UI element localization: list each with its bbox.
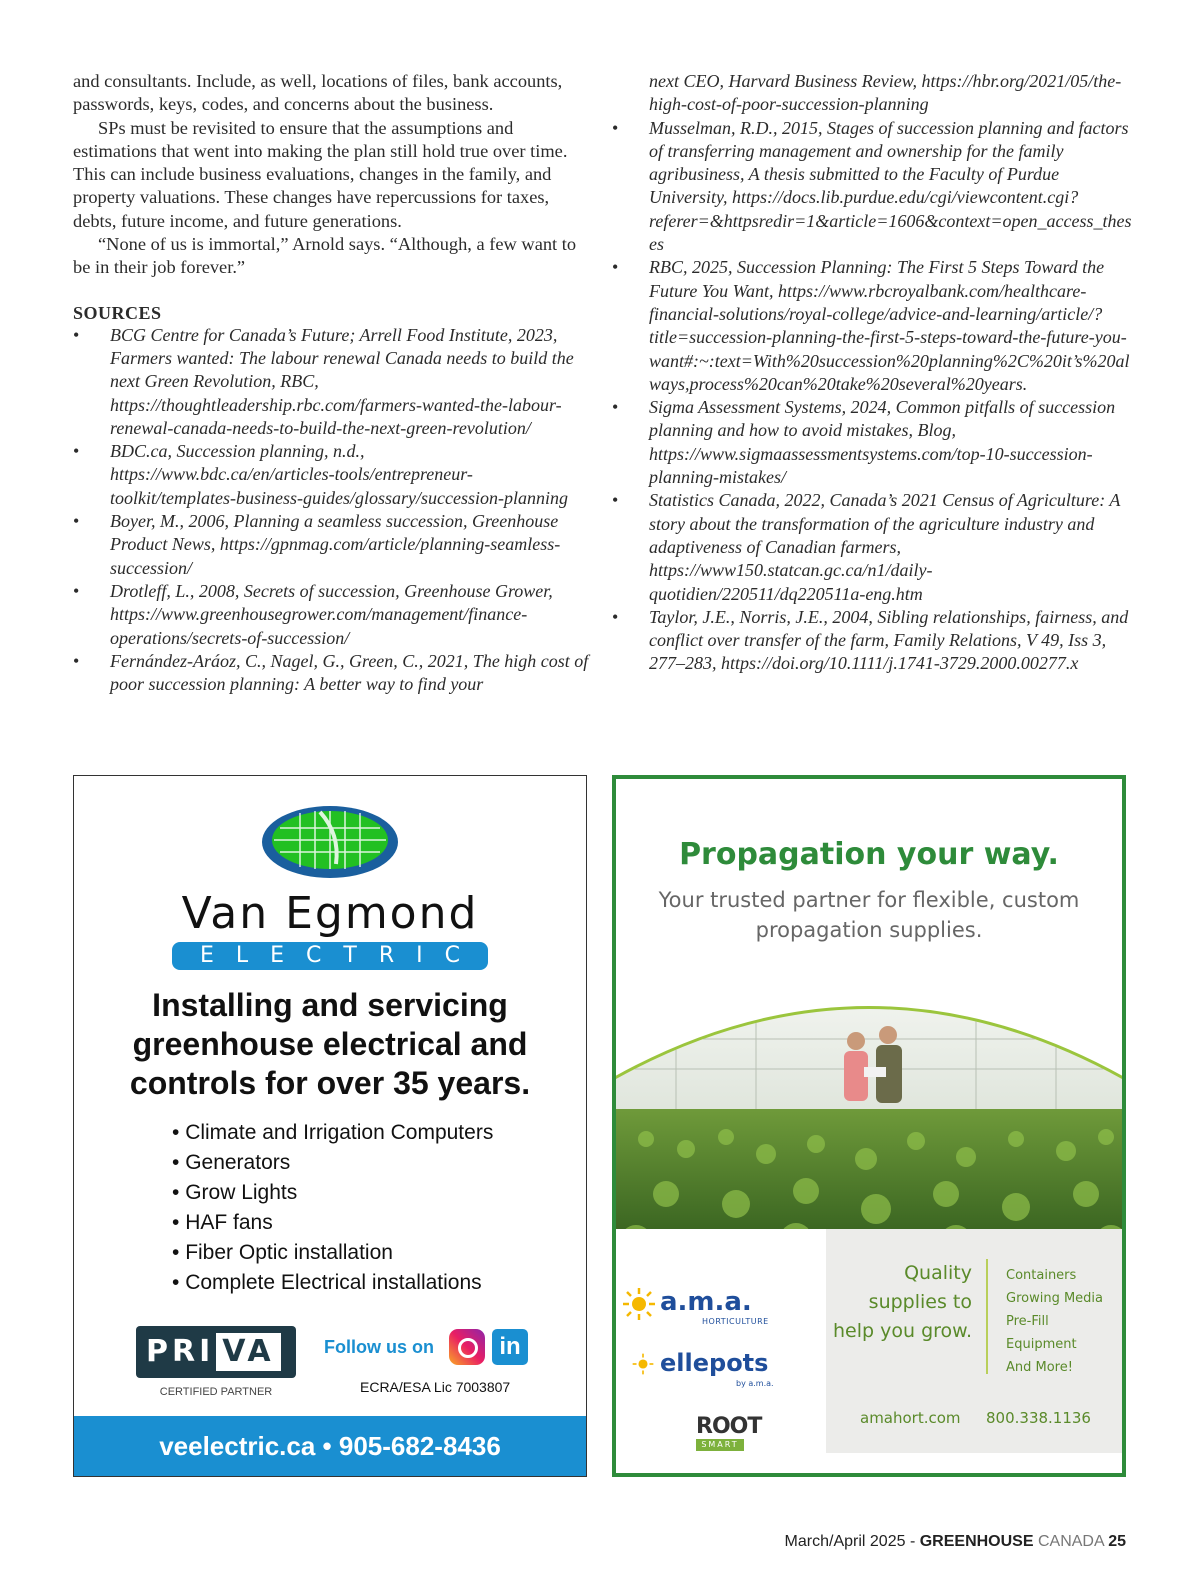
product-item: Containers: [1006, 1268, 1077, 1283]
ama-logo: a.m.a.: [660, 1287, 752, 1317]
service-item: • Generators: [172, 1148, 493, 1178]
source-item: • BDC.ca, Succession planning, n.d., https://www.bdc.ca/en/articles-tools/entrepreneur-toolkit/templates-business-guides/glossary/succession-planning: [73, 441, 568, 508]
issue-date: March/April 2025 -: [784, 1533, 920, 1550]
service-item: • HAF fans: [172, 1208, 493, 1238]
source-item: • Statistics Canada, 2022, Canada’s 2021 Census of Agriculture: A story about the transformation of the agriculture industry and adaptiveness of Canadian farmers, https://www150.statcan.gc.ca/n1/daily-quotidien/220511/dq220511a-eng.htm: [612, 490, 1121, 604]
root-smart-logo: ROOT: [696, 1414, 762, 1439]
license-number: ECRA/ESA Lic 7003807: [360, 1379, 511, 1395]
bullet: •: [612, 490, 619, 511]
bullet: •: [612, 117, 619, 138]
bullet: •: [73, 580, 80, 601]
brand-logos: [616, 1229, 826, 1474]
follow-us-label: Follow us on: [324, 1337, 434, 1357]
ama-ad[interactable]: [612, 775, 1126, 1477]
ellepots-logo-sub: by a.m.a.: [736, 1379, 774, 1388]
quality-tagline: Quality supplies to help you grow.: [833, 1262, 972, 1342]
source-item-continued: next CEO, Harvard Business Review, https://hbr.org/2021/05/the-high-cost-of-poor-succession-planning: [649, 71, 1122, 115]
ad-footer-contact[interactable]: veelectric.ca • 905-682-8436: [74, 1416, 586, 1476]
service-item: • Fiber Optic installation: [172, 1238, 493, 1268]
globe-logo-icon: [260, 804, 400, 880]
magazine-name: GREENHOUSE: [919, 1533, 1034, 1550]
right-column: [612, 70, 1132, 676]
bullet: •: [73, 511, 80, 532]
ad-subtitle: Your trusted partner for flexible, custom propagation supplies.: [658, 888, 1080, 942]
van-egmond-ad[interactable]: [73, 775, 587, 1477]
instagram-icon[interactable]: [449, 1329, 485, 1365]
greenhouse-photo: [616, 979, 1122, 1259]
article-paragraph: SPs must be revisited to ensure that the assumptions and estimations that went into making the plan still hold true over time. This can include business evaluations, changes in the family, and property valuations. These changes have repercussions for taxes, debts, future income, and future generations.: [73, 117, 568, 231]
page-footer: [785, 1533, 1126, 1551]
sources-list-right: [612, 70, 1132, 676]
source-item: • Sigma Assessment Systems, 2024, Common pitfalls of succession planning and how to avoid mistakes, Blog, https://www.sigmaassessmentsystems.com/top-10-succession-planning-mistakes/: [612, 397, 1116, 488]
services-list: [172, 1118, 493, 1298]
divider: [986, 1259, 988, 1374]
service-item: • Complete Electrical installations: [172, 1268, 493, 1298]
ama-logo-sub: HORTICULTURE: [702, 1317, 769, 1326]
sun-icon: [632, 1353, 654, 1375]
service-item: • Climate and Irrigation Computers: [172, 1118, 493, 1148]
priva-certified-label: CERTIFIED PARTNER: [159, 1386, 273, 1398]
product-item: And More!: [1006, 1360, 1073, 1375]
source-item: • Taylor, J.E., Norris, J.E., 2004, Sibling relationships, fairness, and conflict over transfer of the farm, Family Relations, V 49, Iss 3, 277–283, https://doi.org/10.1111/j.1741-3729.2000.00277.x: [612, 606, 1129, 674]
source-item: • BCG Centre for Canada’s Future; Arrell Food Institute, 2023, Farmers wanted: The labour renewal Canada needs to build the next Green Revolution, RBC, https://thoughtleadership.rbc.com/farmers-wanted-the-labour-renewal-canada-needs-to-build-the-next-green-revolution/: [73, 324, 574, 438]
sources-list-left: [73, 324, 593, 697]
priva-logo: PRI VA: [136, 1326, 296, 1378]
article-paragraph: and consultants. Include, as well, locations of files, bank accounts, passwords, keys, codes, and concerns about the business.: [73, 71, 563, 115]
website-link[interactable]: amahort.com: [860, 1409, 961, 1427]
source-item: • RBC, 2025, Succession Planning: The First 5 Steps Toward the Future You Want, https://www.rbcroyalbank.com/healthcare-financial-solutions/royal-college/advice-and-learning/article/?title=succession-planning-the-first-5-steps-toward-the-future-you-want#:~:text=With%20succession%20planning%2C%20it’s%20always,process%20can%20take%20several%20years.: [612, 257, 1130, 394]
source-item: • Musselman, R.D., 2015, Stages of succession planning and factors of transferring management and ownership for the family agribusiness, A thesis submitted to the Faculty of Purdue University, https://docs.lib.purdue.edu/cgi/viewcontent.cgi?referer=&httpsredir=1&article=1606&context=open_access_theses: [612, 117, 1132, 255]
product-item: Growing Media: [1006, 1291, 1103, 1306]
bullet: •: [612, 606, 619, 627]
ad-title: Propagation your way.: [679, 837, 1059, 872]
bullet: •: [73, 650, 80, 671]
ellepots-logo: ellepots: [660, 1349, 769, 1377]
sources-heading: SOURCES: [73, 302, 162, 323]
magazine-name-suffix: CANADA: [1033, 1533, 1109, 1550]
page-number: 25: [1108, 1533, 1126, 1550]
product-list: [1006, 1264, 1103, 1379]
bullet: •: [73, 441, 80, 462]
root-smart-logo-sub: SMART: [696, 1439, 744, 1451]
contact-panel: [826, 1229, 1122, 1453]
bullet: •: [612, 257, 619, 278]
sun-icon: [622, 1287, 656, 1321]
article-body: [73, 70, 593, 280]
source-item: • Drotleff, L., 2008, Secrets of succession, Greenhouse Grower, https://www.greenhousegrower.com/management/finance-operations/secrets-of-succession/: [73, 580, 553, 648]
product-item: Equipment: [1006, 1337, 1077, 1352]
linkedin-icon[interactable]: in: [492, 1329, 528, 1365]
electric-banner: ELECTRIC: [172, 942, 488, 970]
ad-headline: Installing and servicing greenhouse electrical and controls for over 35 years.: [129, 987, 531, 1101]
bullet: •: [612, 397, 619, 418]
bullet: •: [73, 324, 80, 345]
van-egmond-name: Van Egmond: [181, 888, 479, 939]
source-item: • Boyer, M., 2006, Planning a seamless succession, Greenhouse Product News, https://gpnmag.com/article/planning-seamless-succession/: [73, 511, 561, 578]
left-column: [73, 70, 593, 696]
article-paragraph: “None of us is immortal,” Arnold says. “Although, a few want to be in their job forever.”: [73, 234, 577, 278]
product-item: Pre-Fill: [1006, 1314, 1049, 1329]
service-item: • Grow Lights: [172, 1178, 493, 1208]
source-item: • Fernández-Aráoz, C., Nagel, G., Green, C., 2021, The high cost of poor succession planning: A better way to find your: [73, 650, 589, 695]
phone-number[interactable]: 800.338.1136: [986, 1409, 1091, 1427]
